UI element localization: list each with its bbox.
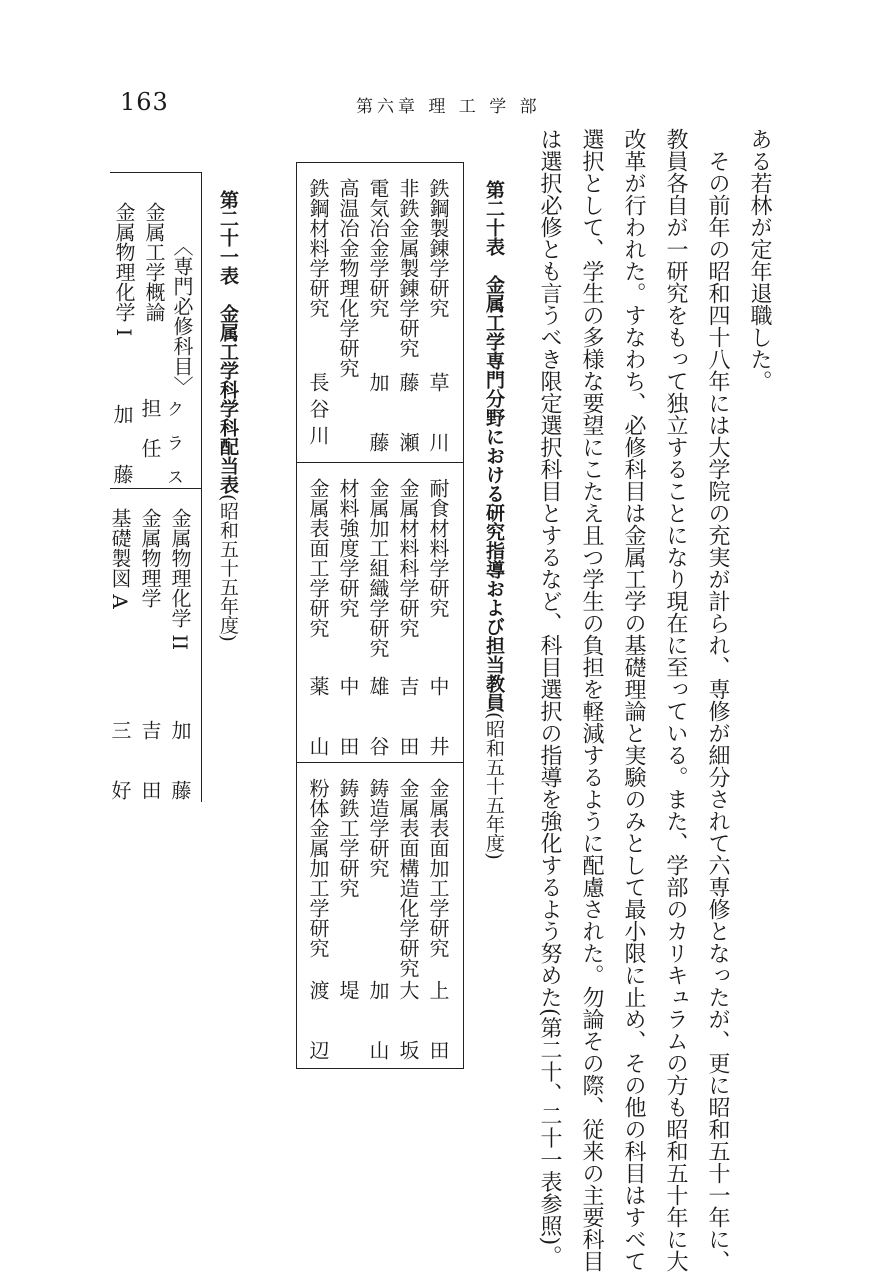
t20-field: 鉄鋼製錬学研究 [426, 178, 450, 318]
t20-field: 耐食材料学研究 [426, 478, 450, 618]
table21-title [218, 190, 237, 642]
t21-header-teacher: 担 任 [138, 398, 162, 458]
table21-title-suffix: (昭和五十五年度) [217, 494, 239, 642]
t20-teacher: 加 藤 [366, 372, 390, 452]
t20-teacher: 大 坂 [396, 980, 420, 1060]
t20-field: 金属加工組織学研究 [366, 478, 390, 658]
chapter-header: 第六章 理 工 学 部 [356, 97, 541, 117]
t21-section-label: 〈専門必修科目〉 [170, 236, 194, 396]
body-line-1: ある若林が定年退職した。 [747, 128, 772, 392]
table20-title-suffix: (昭和五十五年度) [483, 712, 505, 860]
t21-subject: 金属物理学 [138, 508, 162, 608]
t21-teacher: 加 藤 [168, 720, 192, 800]
t21-subject: 金属物理化学 I [112, 202, 136, 337]
body-line-2: その前年の昭和四十八年には大学院の充実が計られ、専修が細分されて六専修となったが、更に昭和五十一年に、 [705, 128, 730, 1272]
page-number: 163 [120, 88, 169, 116]
t20-teacher: 中 田 [336, 676, 360, 756]
t20-teacher: 上 田 [426, 980, 450, 1060]
t20-field: 非鉄金属製錬学研究 [396, 178, 420, 358]
t20-field: 金属表面加工学研究 [426, 778, 450, 958]
t20-field: 鋳鉄工学研究 [336, 778, 360, 898]
t21-teacher: 三 好 [108, 720, 132, 800]
t20-field: 金属表面構造化学研究 [396, 778, 420, 978]
t20-field: 高温冶金物理化学研究 [336, 178, 360, 378]
t20-teacher: 雄 谷 [366, 676, 390, 756]
t20-teacher: 薬 山 [306, 676, 330, 756]
t20-teacher: 長 谷 川 [306, 372, 330, 445]
table20-title-main: 第二十表 金属工学専門分野における研究指導および担当教員 [483, 180, 505, 712]
t20-field: 鋳造学研究 [366, 778, 390, 878]
body-line-5: 選択として、学生の多様な要望にこたえ且つ学生の負担を軽減するように配慮された。勿論その際、従来の主要科目 [579, 128, 604, 1272]
table20-title [484, 180, 503, 860]
t20-field: 粉体金属加工学研究 [306, 778, 330, 958]
body-line-3: 教員各自が一研究をもって独立することになり現在に至っている。また、学部のカリキュラムの方も昭和五十年に大 [663, 128, 688, 1272]
t20-teacher: 吉 田 [396, 676, 420, 756]
t20-teacher: 草 川 [426, 372, 450, 452]
t20-teacher: 渡 辺 [306, 980, 330, 1060]
body-line-6: は選択必修とも言うべき限定選択科目とするなど、科目選択の指導を強化するよう努めた(第二十、二十一表参照)。 [537, 128, 562, 1268]
t20-field: 金属材料科学研究 [396, 478, 420, 638]
t21-header-class: ク ラ ス [163, 400, 183, 485]
t21-subject: 金属工学概論 [142, 202, 166, 322]
t20-field: 金属表面工学研究 [306, 478, 330, 638]
t20-field: 材料強度学研究 [336, 478, 360, 618]
body-line-4: 改革が行われた。すなわち、必修科目は金属工学の基礎理論と実験のみとして最小限に止め、その他の科目はすべて [621, 128, 646, 1272]
t21-subject: 金属物理化学 II [168, 508, 192, 651]
t20-field: 電気冶金学研究 [366, 178, 390, 318]
table21-title-main: 第二十一表 金属工学科学科配当表 [217, 190, 239, 494]
t21-subject: 基礎製図 A [108, 508, 132, 609]
t21-teacher: 加 藤 [110, 404, 134, 484]
t20-teacher: 中 井 [426, 676, 450, 756]
t21-teacher: 吉 田 [138, 720, 162, 800]
t20-teacher: 藤 瀬 [396, 372, 420, 452]
t20-field: 鉄鋼材料学研究 [306, 178, 330, 318]
t20-teacher: 加 山 [366, 980, 390, 1060]
t20-teacher: 堤 [336, 980, 360, 1000]
